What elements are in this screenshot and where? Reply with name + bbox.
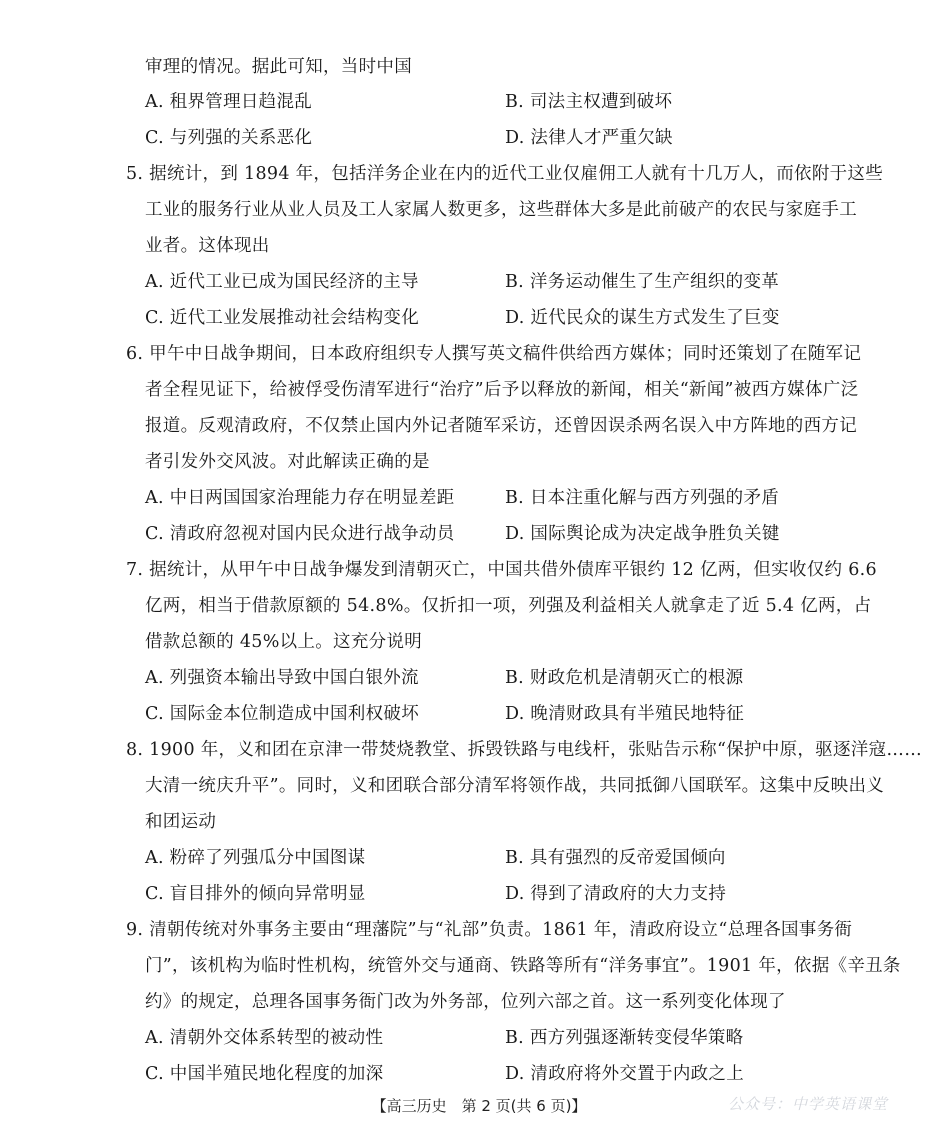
page-number-label: 【高三历史 第 2 页(共 6 页)】 [371,1097,587,1115]
q7-option-d: D. 晚清财政具有半殖民地特征 [505,704,745,724]
q8-stem-line: 和团运动 [145,812,217,832]
q6-option-b: B. 日本注重化解与西方列强的矛盾 [505,488,780,508]
q6-stem-line: 报道。反观清政府，不仅禁止国内外记者随军采访，还曾因误杀两名误入中方阵地的西方记 [145,416,857,436]
q8-stem-line: 8. 1900 年，义和团在京津一带焚烧教堂、拆毁铁路与电线杆，张贴告示称“保护中原，驱逐洋寇…… [126,740,923,760]
q4-stem-tail: 审理的情况。据此可知，当时中国 [145,57,412,77]
q6-option-c: C. 清政府忽视对国内民众进行战争动员 [145,524,455,544]
q6-stem-line: 者引发外交风波。对此解读正确的是 [145,452,430,472]
q7-option-b: B. 财政危机是清朝灭亡的根源 [505,668,744,688]
q8-stem-line: 大清一统庆升平”。同时，义和团联合部分清军将领作战，共同抵御八国联军。这集中反映出义 [145,776,885,796]
q5-option-c: C. 近代工业发展推动社会结构变化 [145,308,419,328]
watermark: 公众号：中学英语课堂 [728,1095,889,1113]
q9-stem-line: 9. 清朝传统对外事务主要由“理藩院”与“礼部”负责。1861 年，清政府设立“总理各国事务衙 [126,920,853,940]
q8-option-b: B. 具有强烈的反帝爱国倾向 [505,848,726,868]
q7-option-a: A. 列强资本输出导致中国白银外流 [145,668,419,688]
q9-stem-line: 约》的规定，总理各国事务衙门改为外务部，位列六部之首。这一系列变化体现了 [145,992,786,1012]
q7-option-c: C. 国际金本位制造成中国利权破坏 [145,704,419,724]
q8-option-c: C. 盲目排外的倾向异常明显 [145,884,366,904]
q7-stem-line: 7. 据统计，从甲午中日战争爆发到清朝灭亡，中国共借外债库平银约 12 亿两，但实收仅约 6.6 [126,560,877,580]
q5-option-a: A. 近代工业已成为国民经济的主导 [145,272,419,292]
q4-option-b: B. 司法主权遭到破坏 [505,92,673,112]
q9-option-c: C. 中国半殖民地化程度的加深 [145,1064,384,1084]
q8-option-a: A. 粉碎了列强瓜分中国图谋 [145,848,366,868]
q5-stem-line: 业者。这体现出 [145,236,270,256]
q6-option-d: D. 国际舆论成为决定战争胜负关键 [505,524,780,544]
q7-stem-line: 亿两，相当于借款原额的 54.8%。仅折扣一项，列强及利益相关人就拿走了近 5.4 亿两，占 [145,596,872,616]
q4-option-a: A. 租界管理日趋混乱 [145,92,313,112]
q5-option-b: B. 洋务运动催生了生产组织的变革 [505,272,780,292]
q9-option-b: B. 西方列强逐渐转变侵华策略 [505,1028,744,1048]
q9-option-a: A. 清朝外交体系转型的被动性 [145,1028,384,1048]
q6-stem-line: 6. 甲午中日战争期间，日本政府组织专人撰写英文稿件供给西方媒体；同时还策划了在随军记 [126,344,862,364]
q6-option-a: A. 中日两国国家治理能力存在明显差距 [145,488,455,508]
q8-option-d: D. 得到了清政府的大力支持 [505,884,727,904]
q4-option-c: C. 与列强的关系恶化 [145,128,313,148]
q9-option-d: D. 清政府将外交置于内政之上 [505,1064,745,1084]
q9-stem-line: 门”，该机构为临时性机构，统管外交与通商、铁路等所有“洋务事宜”。1901 年，依据《辛丑条 [145,956,901,976]
q4-option-d: D. 法律人才严重欠缺 [505,128,673,148]
q5-stem-line: 5. 据统计，到 1894 年，包括洋务企业在内的近代工业仅雇佣工人就有十几万人，而依附于这些 [126,164,884,184]
q5-stem-line: 工业的服务行业从业人员及工人家属人数更多，这些群体大多是此前破产的农民与家庭手工 [145,200,857,220]
q5-option-d: D. 近代民众的谋生方式发生了巨变 [505,308,780,328]
q7-stem-line: 借款总额的 45%以上。这充分说明 [145,632,423,652]
q6-stem-line: 者全程见证下，给被俘受伤清军进行“治疗”后予以释放的新闻，相关“新闻”被西方媒体广泛 [145,380,859,400]
